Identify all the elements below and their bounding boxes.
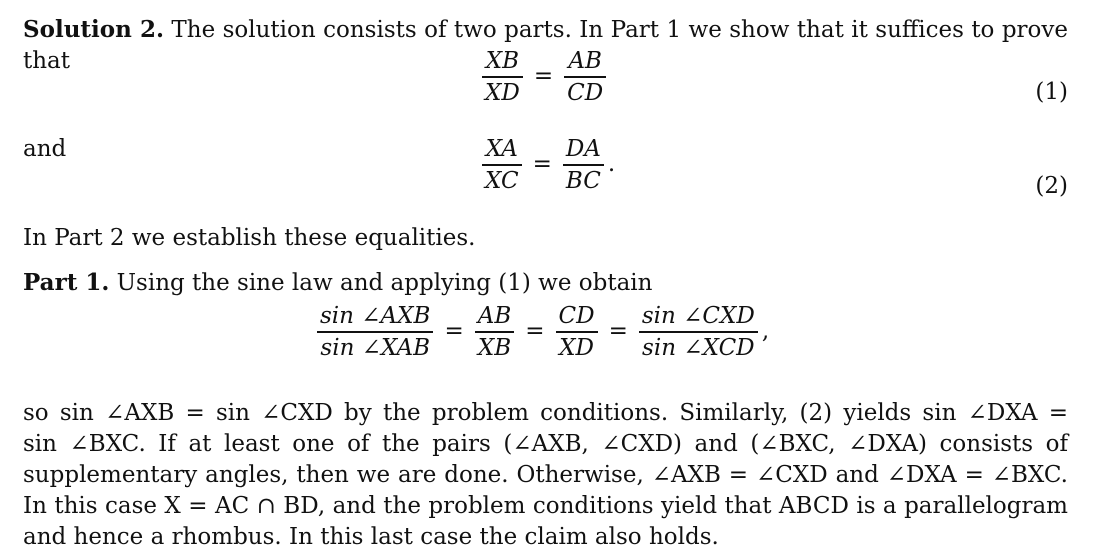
denominator: XB xyxy=(477,334,512,361)
intro-that: that xyxy=(23,48,71,74)
period: . xyxy=(607,151,616,178)
numerator: AB xyxy=(568,48,602,74)
part1-heading: Part 1. xyxy=(23,269,110,296)
equals-sign: = xyxy=(532,151,552,178)
denominator: sin ∠XAB xyxy=(320,334,431,361)
equation-1-tag: (1) xyxy=(1035,79,1068,105)
denominator: BC xyxy=(565,167,601,194)
fraction-sin-axb xyxy=(317,301,433,363)
part1-line xyxy=(23,267,1068,299)
equation-1 xyxy=(478,46,610,108)
part2-sentence: In Part 2 we establish these equalities. xyxy=(23,225,476,251)
intro-text: The solution consists of two parts. In Part 1 we show that it suffices to prove xyxy=(171,17,1069,43)
equals-sign: = xyxy=(608,318,628,345)
numerator: sin ∠CXD xyxy=(641,303,755,329)
paragraph-line-2: sin ∠BXC. If at least one of the pairs (∠AXB, ∠CXD) and (∠BXC, ∠DXA) consists of xyxy=(23,431,1068,457)
fraction-ab-cd xyxy=(564,46,606,108)
fraction-sin-cxd xyxy=(639,301,758,363)
comma: , xyxy=(761,318,770,345)
solution-heading: Solution 2. xyxy=(23,16,164,43)
numerator: CD xyxy=(558,303,595,329)
part1-text: Using the sine law and applying (1) we obtain xyxy=(116,270,653,296)
numerator: XA xyxy=(485,136,518,162)
numerator: AB xyxy=(477,303,512,329)
fraction-da-bc xyxy=(563,134,604,196)
solution-document xyxy=(23,14,1068,553)
numerator: DA xyxy=(565,136,601,162)
equals-sign: = xyxy=(444,318,464,345)
numerator: XB xyxy=(485,48,520,74)
paragraph-line-3: supplementary angles, then we are done. Otherwise, ∠AXB = ∠CXD and ∠DXA = ∠BXC. xyxy=(23,462,1068,488)
denominator: XC xyxy=(485,167,519,194)
denominator: CD xyxy=(567,79,604,106)
paragraph-line-4: In this case X = AC ∩ BD, and the problem conditions yield that ABCD is a parallelogram xyxy=(23,493,1068,519)
paragraph-line-1: so sin ∠AXB = sin ∠CXD by the problem conditions. Similarly, (2) yields sin ∠DXA = xyxy=(23,400,1068,426)
and-word: and xyxy=(23,136,67,162)
equals-sign: = xyxy=(533,63,554,90)
numerator: sin ∠AXB xyxy=(320,303,431,329)
denominator: XD xyxy=(485,79,520,106)
paragraph-line-5: and hence a rhombus. In this last case the claim also holds. xyxy=(23,524,719,550)
equation-2 xyxy=(478,134,615,196)
fraction-ab-xb xyxy=(475,301,515,363)
equation-3 xyxy=(313,301,769,363)
fraction-cd-xd xyxy=(556,301,598,363)
equals-sign: = xyxy=(525,318,545,345)
denominator: XD xyxy=(559,334,594,361)
intro-line xyxy=(23,14,1068,46)
equation-2-tag: (2) xyxy=(1035,173,1068,199)
denominator: sin ∠XCD xyxy=(642,334,755,361)
fraction-xb-xd xyxy=(482,46,523,108)
fraction-xa-xc xyxy=(482,134,522,196)
